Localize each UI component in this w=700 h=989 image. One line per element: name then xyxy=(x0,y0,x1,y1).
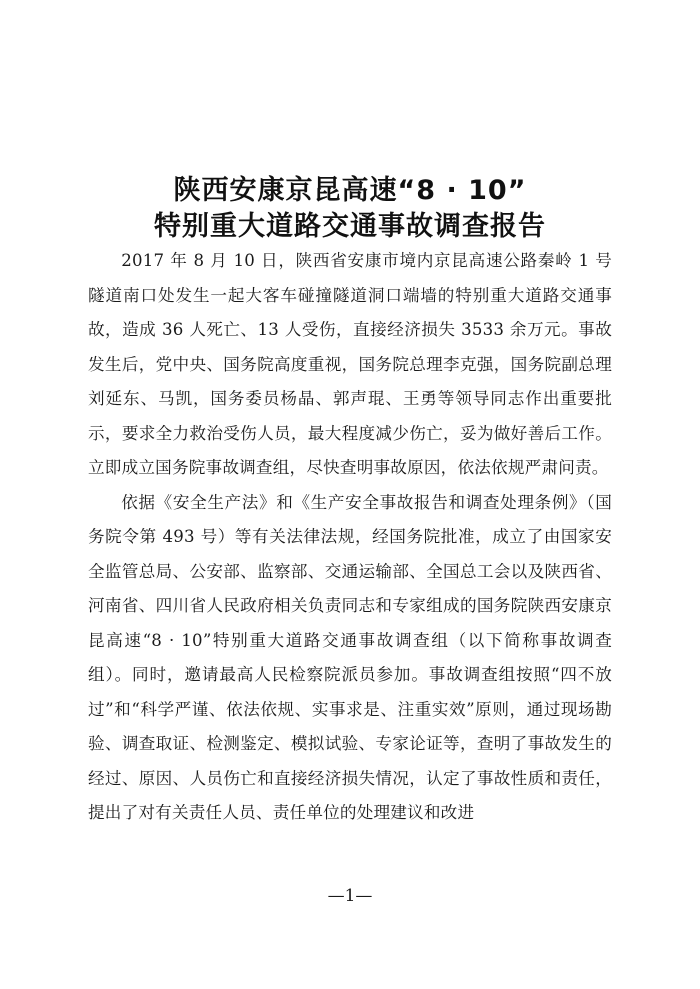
report-body xyxy=(88,244,612,831)
report-title-line-2: 特别重大道路交通事故调查报告 xyxy=(154,211,546,242)
report-title-line-1: 陕西安康京昆高速“8 · 10” xyxy=(173,175,527,206)
paragraph-1: 2017 年 8 月 10 日，陕西省安康市境内京昆高速公路秦岭 1 号隧道南口处发生一起大客车碰撞隧道洞口端墙的特别重大道路交通事故，造成 36 人死亡、13 人受伤，直接经济损失 3533 余万元。事故发生后，党中央、国务院高度重视，国务院总理李克强，国务院副总理刘延东、马凯，国务委员杨晶、郭声琨、王勇等领导同志作出重要批示，要求全力救治受伤人员，最大程度减少伤亡，妥为做好善后工作。立即成立国务院事故调查组，尽快查明事故原因，依法依规严肃问责。 xyxy=(88,251,612,477)
paragraph-2: 依据《安全生产法》和《生产安全事故报告和调查处理条例》（国务院令第 493 号）等有关法律法规，经国务院批准，成立了由国家安全监管总局、公安部、监察部、交通运输部、全国总工会以及陕西省、河南省、四川省人民政府相关负责同志和专家组成的国务院陕西安康京昆高速“8 · 10”特别重大道路交通事故调查组（以下简称事故调查组）。同时，邀请最高人民检察院派员参加。事故调查组按照“四不放过”和“科学严谨、依法依规、实事求是、注重实效”原则，通过现场勘验、调查取证、检测鉴定、模拟试验、专家论证等，查明了事故发生的经过、原因、人员伤亡和直接经济损失情况，认定了事故性质和责任，提出了对有关责任人员、责任单位的处理建议和改进 xyxy=(88,492,612,822)
page-number: —1— xyxy=(327,886,373,906)
